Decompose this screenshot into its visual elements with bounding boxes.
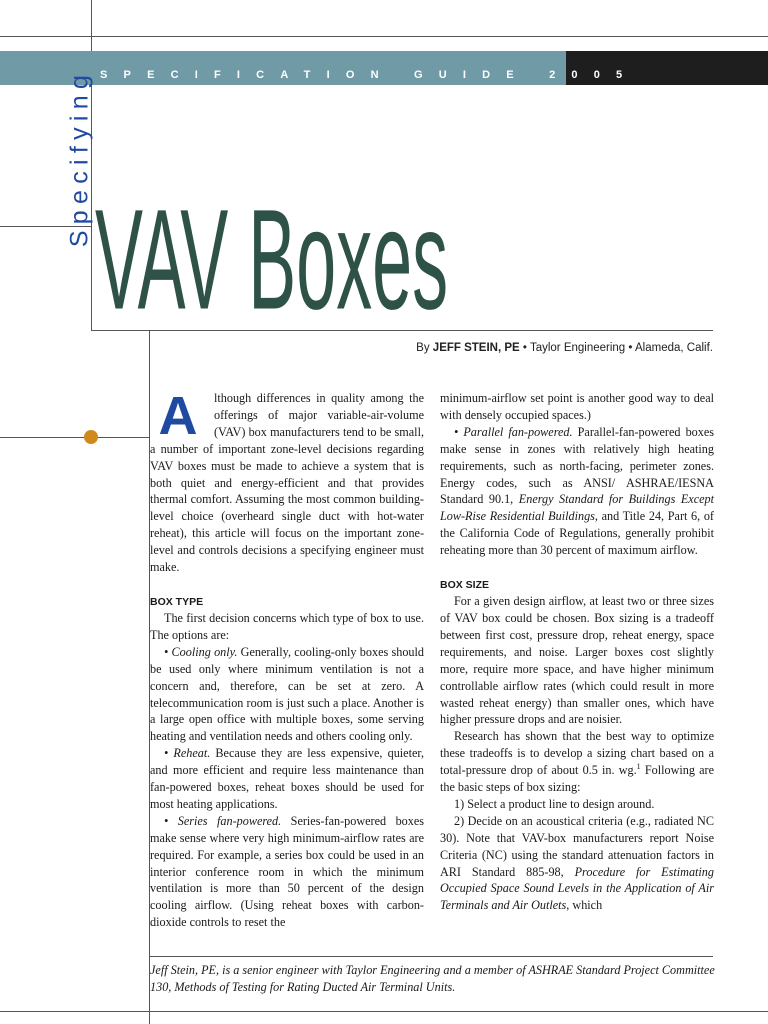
footnote-marker: 1 — [636, 762, 641, 772]
bullet-text: , and Title 24, Part 6, of the California Code of Regulations, generally prohibit reheating more than 30 percent of maximum airflow. — [440, 509, 714, 558]
paragraph — [440, 728, 714, 796]
title-container — [95, 188, 455, 333]
paragraph-continued: minimum-airflow set point is another good way to deal with densely occupied spaces.) — [440, 391, 714, 422]
drop-cap: A — [158, 386, 198, 446]
section-heading-box-type: BOX TYPE — [150, 595, 204, 608]
byline-separator: • — [628, 342, 633, 354]
frame-bottom-line — [0, 1011, 768, 1012]
author-bio-footer: Jeff Stein, PE, is a senior engineer with Taylor Engineering and a member of ASHRAE Standard Project Committee 130, Methods of Testing for Rating Ducted Air Terminal Units. — [150, 963, 715, 994]
paragraph: The first decision concerns which type of box to use. The options are: — [150, 610, 424, 642]
byline-by: By — [416, 342, 430, 354]
section-heading-box-size: BOX SIZE — [440, 579, 490, 592]
bullet-series-fan-powered — [150, 813, 424, 931]
bullet-label: • Cooling only. — [164, 644, 238, 659]
orange-dot-ornament — [84, 430, 98, 444]
frame-left-tick-2 — [0, 437, 149, 438]
article-column-left — [150, 386, 425, 931]
intro-text: lthough differences in quality among the offerings of major variable-air-volume (VAV) box manufacturers tend to be small, a number of important zone-level decisions regarding VAV boxes must be made to achieve a system that is both quiet and energy-efficient and that provides thermal comfort. Assuming the most common building-level choice (overheard single duct with hot-water reheat), this article will focus on the important zone-level and controls decisions a specifying engineer must make. — [150, 391, 424, 575]
byline-author: JEFF STEIN, PE — [432, 342, 520, 354]
byline — [416, 342, 713, 354]
standard-title: Energy Standard for Buildings Except Low-Rise Residential Buildings — [440, 492, 715, 524]
paragraph: For a given design airflow, at least two or three sizes of VAV box could be chosen. Box sizing is a tradeoff between first cost, pressure drop, reheat energy, space requirements, and noise. Larger boxes cost slightly more, require more space, and have higher minimum controllable airflow rates (which could result in more wasted reheat energy) than smaller ones, which have higher pressure drops and are noisier. — [440, 594, 714, 727]
paragraph-text: Following are the basic steps of box sizing: — [440, 763, 714, 795]
kicker-specifying: Specifying — [65, 68, 94, 248]
bullet-label: • Reheat. — [164, 746, 211, 761]
byline-location: Alameda, Calif. — [635, 342, 713, 354]
intro-paragraph — [150, 386, 424, 576]
step-2 — [440, 813, 714, 914]
bullet-text: Series-fan-powered boxes make sense where very high minimum-airflow rates are required. For example, a series box could be used in an interior conference room in which the minimum ventilation is more than 50 percent of the design cooling airflow. (Using reheat boxes with carbon-dioxide controls to reset the — [150, 813, 425, 930]
bullet-parallel-fan-powered — [440, 424, 714, 559]
bullet-cooling-only — [150, 644, 424, 745]
step-text: 2) Decide on an acoustical criteria (e.g., radiated NC 30). Note that VAV-box manufacturers report Noise Criteria (NC) using the standard attenuation factors in ARI Standard 885-98, — [440, 813, 714, 879]
standard-title: Procedure for Estimating Occupied Space Sound Levels in the Application of Air Terminals and Air Outlets — [440, 864, 714, 913]
bullet-text: Because they are less expensive, quieter, and more efficient and require less maintenance than fan-powered boxes, reheat boxes should be used for most heating applications. — [150, 746, 425, 811]
bullet-text: Parallel-fan-powered boxes make sense in zones with relatively high heating requirements, such as north-facing, perimeter zones. Energy codes, such as ANSI/ ASHRAE/IESNA Standard 90.1, — [440, 424, 714, 507]
page-title: VAV Boxes — [95, 188, 449, 333]
byline-company: Taylor Engineering — [529, 342, 626, 354]
frame-top-line — [0, 36, 768, 37]
article-column-right — [440, 390, 714, 914]
bullet-label: • Series fan-powered. — [164, 813, 282, 828]
bullet-text: Generally, cooling-only boxes should be used only where minimum ventilation is not a concern and, therefore, can be set at zero. A telecommunication room is just such a place. Another is a large open office with multiple boxes, some serving heating and ventilation needs and others cooling only. — [150, 644, 424, 744]
step-text: , which — [566, 898, 603, 913]
step-1: 1) Select a product line to design around. — [454, 796, 655, 811]
footer-rule — [149, 956, 713, 957]
bullet-reheat — [150, 745, 424, 813]
bullet-label: • Parallel fan-powered. — [454, 424, 573, 439]
byline-separator: • — [522, 342, 527, 354]
paragraph-text: Research has shown that the best way to optimize these tradeoffs is to develop a sizing chart based on a total-pressure drop of about 0.5 in. wg. — [440, 729, 714, 778]
specification-guide-label: SPECIFICATION GUIDE 2005 — [100, 69, 639, 81]
